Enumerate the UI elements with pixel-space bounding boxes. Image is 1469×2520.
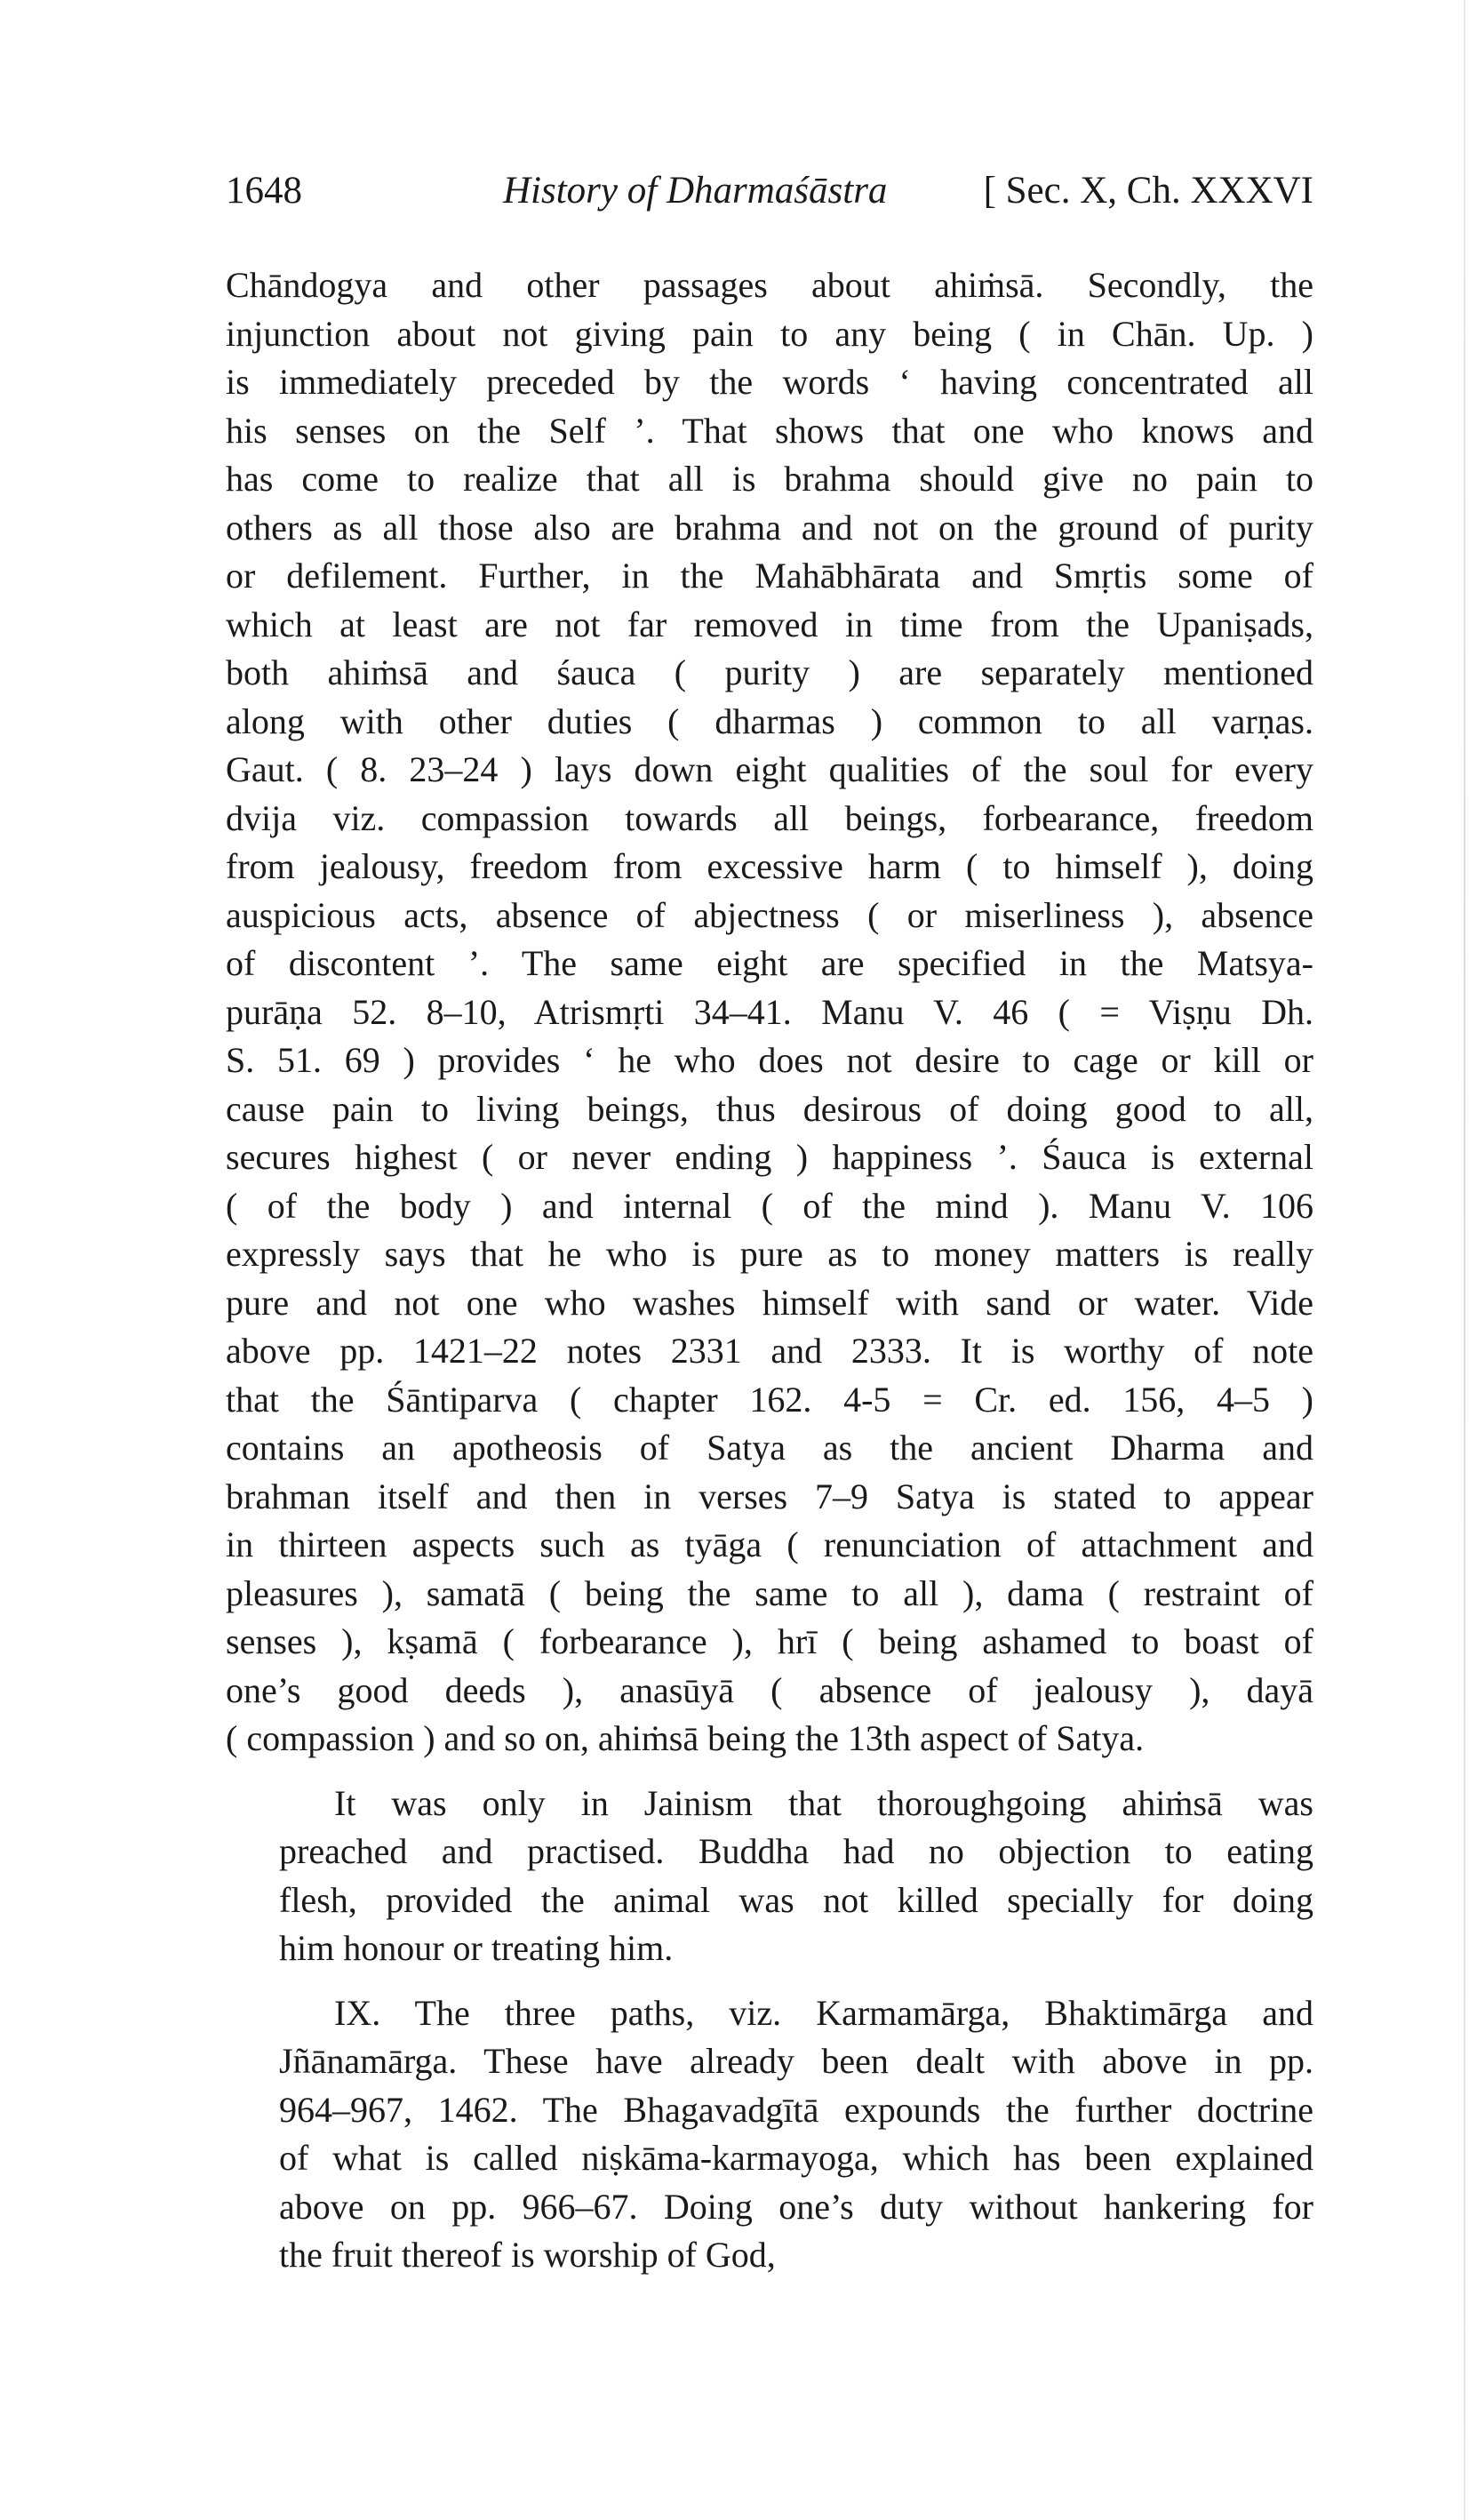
text-line: the fruit thereof is worship of God, bbox=[279, 2235, 776, 2275]
text-line: which at least are not far removed in time from the Upaniṣads, bbox=[226, 604, 1313, 644]
page-number: 1648 bbox=[226, 170, 302, 212]
text-line: or defilement. Further, in the Mahābhārata and Smṛtis some of bbox=[226, 556, 1313, 596]
text-line: pleasures ), samatā ( being the same to all ), dama ( restraint of bbox=[226, 1572, 1313, 1613]
text-line: others as all those also are brahma and not on the ground of purity bbox=[226, 507, 1313, 548]
text-line: one’s good deeds ), anasūyā ( absence of jealousy ), dayā bbox=[226, 1669, 1313, 1710]
text-line: Gaut. ( 8. 23–24 ) lays down eight qualities of the soul for every bbox=[226, 749, 1313, 789]
text-line: from jealousy, freedom from excessive harm ( to himself ), doing bbox=[226, 846, 1313, 886]
paragraph-ahimsa-sauca bbox=[226, 261, 1313, 1764]
text-line: 964–967, 1462. The Bhagavadgītā expounds the further doctrine bbox=[279, 2089, 1313, 2130]
text-line: senses ), kṣamā ( forbearance ), hrī ( being ashamed to boast of bbox=[226, 1621, 1313, 1661]
text-line: brahman itself and then in verses 7–9 Satya is stated to appear bbox=[226, 1476, 1313, 1516]
body-text bbox=[226, 261, 1313, 2280]
text-line: S. 51. 69 ) provides ‘ he who does not desire to cage or kill or bbox=[226, 1040, 1313, 1080]
text-line: cause pain to living beings, thus desirous of doing good to all, bbox=[226, 1088, 1313, 1129]
text-line: preached and practised. Buddha had no objection to eating bbox=[279, 1831, 1313, 1871]
text-line: along with other duties ( dharmas ) common to all varṇas. bbox=[226, 700, 1313, 741]
paragraph-three-paths bbox=[226, 1989, 1313, 2280]
text-line: secures highest ( or never ending ) happiness ’. Śauca is external bbox=[226, 1137, 1313, 1177]
text-line: him honour or treating him. bbox=[279, 1928, 674, 1968]
text-line: It was only in Jainism that thoroughgoing ahiṁsā was bbox=[334, 1782, 1313, 1823]
page-header bbox=[226, 169, 1313, 213]
text-line: expressly says that he who is pure as to money matters is really bbox=[226, 1234, 1313, 1274]
page-binding-edge bbox=[1464, 0, 1465, 2520]
text-line: his senses on the Self ’. That shows that one who knows and bbox=[226, 410, 1313, 451]
text-line: ( of the body ) and internal ( of the mind ). Manu V. 106 bbox=[226, 1185, 1313, 1226]
text-line: is immediately preceded by the words ‘ having concentrated all bbox=[226, 362, 1313, 402]
text-line: of discontent ’. The same eight are specified in the Matsya- bbox=[226, 943, 1313, 983]
text-line: purāṇa 52. 8–10, Atrismṛti 34–41. Manu V. 46 ( = Viṣṇu Dh. bbox=[226, 991, 1313, 1032]
text-line: auspicious acts, absence of abjectness ( or miserliness ), absence bbox=[226, 894, 1313, 935]
text-line: IX. The three paths, viz. Karmamārga, Bhaktimārga and bbox=[334, 1992, 1313, 2033]
text-line: above on pp. 966–67. Doing one’s duty without hankering for bbox=[279, 2186, 1313, 2227]
text-line: contains an apotheosis of Satya as the ancient Dharma and bbox=[226, 1428, 1313, 1468]
text-line: ( compassion ) and so on, ahiṁsā being the 13th aspect of Satya. bbox=[226, 1718, 1145, 1758]
text-line: above pp. 1421–22 notes 2331 and 2333. It is worthy of note bbox=[226, 1331, 1313, 1371]
text-line: in thirteen aspects such as tyāga ( renunciation of attachment and bbox=[226, 1524, 1313, 1564]
text-line: dvija viz. compassion towards all beings, forbearance, freedom bbox=[226, 797, 1313, 838]
text-line: flesh, provided the animal was not killed specially for doing bbox=[279, 1879, 1313, 1920]
text-line: pure and not one who washes himself with sand or water. Vide bbox=[226, 1282, 1313, 1323]
paragraph-jainism bbox=[226, 1780, 1313, 1973]
text-line: Jñānamārga. These have already been dealt with above in pp. bbox=[279, 2041, 1313, 2081]
text-line: that the Śāntiparva ( chapter 162. 4-5 = Cr. ed. 156, 4–5 ) bbox=[226, 1379, 1313, 1420]
text-line: of what is called niṣkāma-karmayoga, which has been explained bbox=[279, 2138, 1313, 2178]
running-title: History of Dharmaśāstra bbox=[503, 170, 888, 212]
text-line: both ahiṁsā and śauca ( purity ) are separately mentioned bbox=[226, 652, 1313, 692]
text-line: injunction about not giving pain to any being ( in Chān. Up. ) bbox=[226, 313, 1313, 354]
text-line: has come to realize that all is brahma should give no pain to bbox=[226, 459, 1313, 499]
section-reference: [ Sec. X, Ch. XXXVI bbox=[983, 170, 1313, 212]
text-line: Chāndogya and other passages about ahiṁsā. Secondly, the bbox=[226, 265, 1313, 305]
